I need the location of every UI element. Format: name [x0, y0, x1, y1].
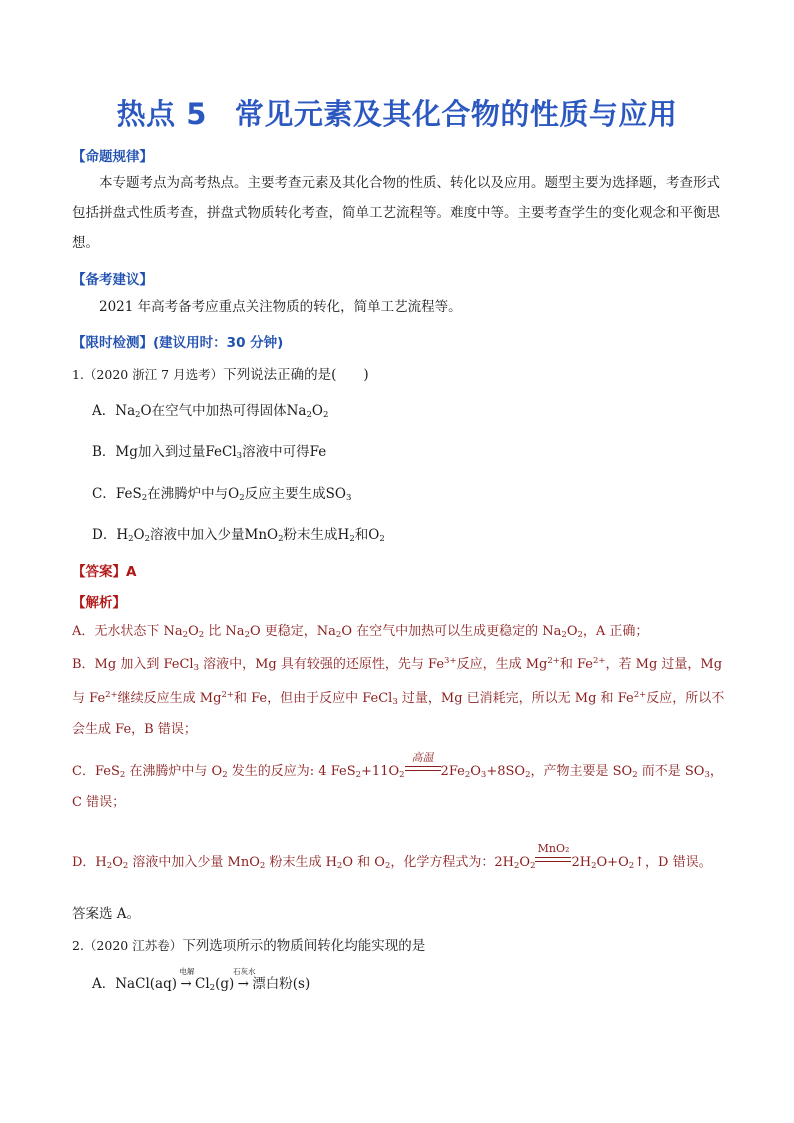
- page-title: [0, 92, 794, 133]
- reaction-condition: 高温: [405, 759, 441, 779]
- question-2: [72, 934, 425, 954]
- explanation-d: D．$H_2O_2$ 溶液中加入少量 MnO$_2$ 粉末生成 $H_2O$ 和 $O_2$，化学方程式为：$2H_2O_2$ MnO₂ $2H_2O+O_2↑$，D 错误。: [72, 842, 712, 871]
- title-main: 常见元素及其化合物的性质与应用: [234, 97, 678, 131]
- section-heading-advice: 【备考建议】: [72, 272, 153, 288]
- paragraph-advice: 2021 年高考备考应重点关注物质的转化，简单工艺流程等。: [99, 299, 462, 315]
- paragraph-rule: 本专题考点为高考热点。主要考查元素及其化合物的性质、转化以及应用。题型主要为选择题，考查形式包括拼盘式性质考查，拼盘式物质转化考查，简单工艺流程等。难度中等。主要考查学生的变化观念和平衡思想。: [72, 175, 720, 251]
- q2-option-a: A．NaCl(aq) 电解 → $Cl_2(g)$ 石灰水 → 漂白粉(s): [92, 967, 311, 993]
- explanation-c: C．FeS$_2$ 在沸腾炉中与 $O_2$ 发生的反应为: 4 $FeS_2+11O_2$ 高温 $2Fe_2O_3+8SO_2$，产物主要是 $SO_2$ 而不是 $SO_3$，C 错误；: [72, 751, 723, 810]
- section-heading-test: 【限时检测】(建议用时：30 分钟): [72, 335, 284, 351]
- question-text: 下列选项所示的物质间转化均能实现的是: [182, 938, 426, 954]
- section-heading-rule: 【命题规律】: [72, 149, 153, 165]
- final-answer: 答案选 A。: [72, 906, 141, 922]
- answer-label: 【答案】A: [72, 564, 137, 580]
- title-number: 热点 5: [116, 97, 207, 131]
- question-text: 下列说法正确的是( ): [223, 367, 369, 383]
- analysis-label: 【解析】: [72, 595, 126, 611]
- explanation-a: A．无水状态下 $Na_2O_2$ 比 $Na_2O$ 更稳定，$Na_2O$ 在空气中加热可以生成更稳定的 $Na_2O_2$，A 正确；: [72, 624, 649, 640]
- option-a: A．$Na_2O$在空气中加热可得固体$Na_2O_2$: [92, 403, 329, 420]
- option-d: D．$H_2O_2$溶液中加入少量MnO$_2$粉末生成$H_2$和$O_2$: [92, 527, 385, 544]
- reaction-catalyst: MnO₂: [535, 850, 571, 870]
- question-1: [72, 363, 369, 383]
- option-b: B．Mg加入到过量FeCl$_3$溶液中可得Fe: [92, 444, 327, 461]
- question-source: 1.（2020 浙江 7 月选考）: [72, 367, 224, 382]
- explanation-b: B．Mg 加入到 FeCl$_3$ 溶液中，Mg 具有较强的还原性，先与 $Fe^{3+}$反应，生成 $Mg^{2+}$和 $Fe^{2+}$，若 Mg 过量，Mg 与 $Fe^{2+}$继续反应生成 $Mg^{2+}$和 Fe，但由于反应中 FeCl$_3$ 过量，Mg 已消耗完，所以无 Mg 和 $Fe^{2+}$反应，所以不会生成 Fe，B 错误；: [72, 656, 725, 737]
- question-source: 2.（2020 江苏卷）: [72, 938, 183, 953]
- option-c: C．FeS$_2$在沸腾炉中与$O_2$反应主要生成$SO_3$: [92, 486, 352, 503]
